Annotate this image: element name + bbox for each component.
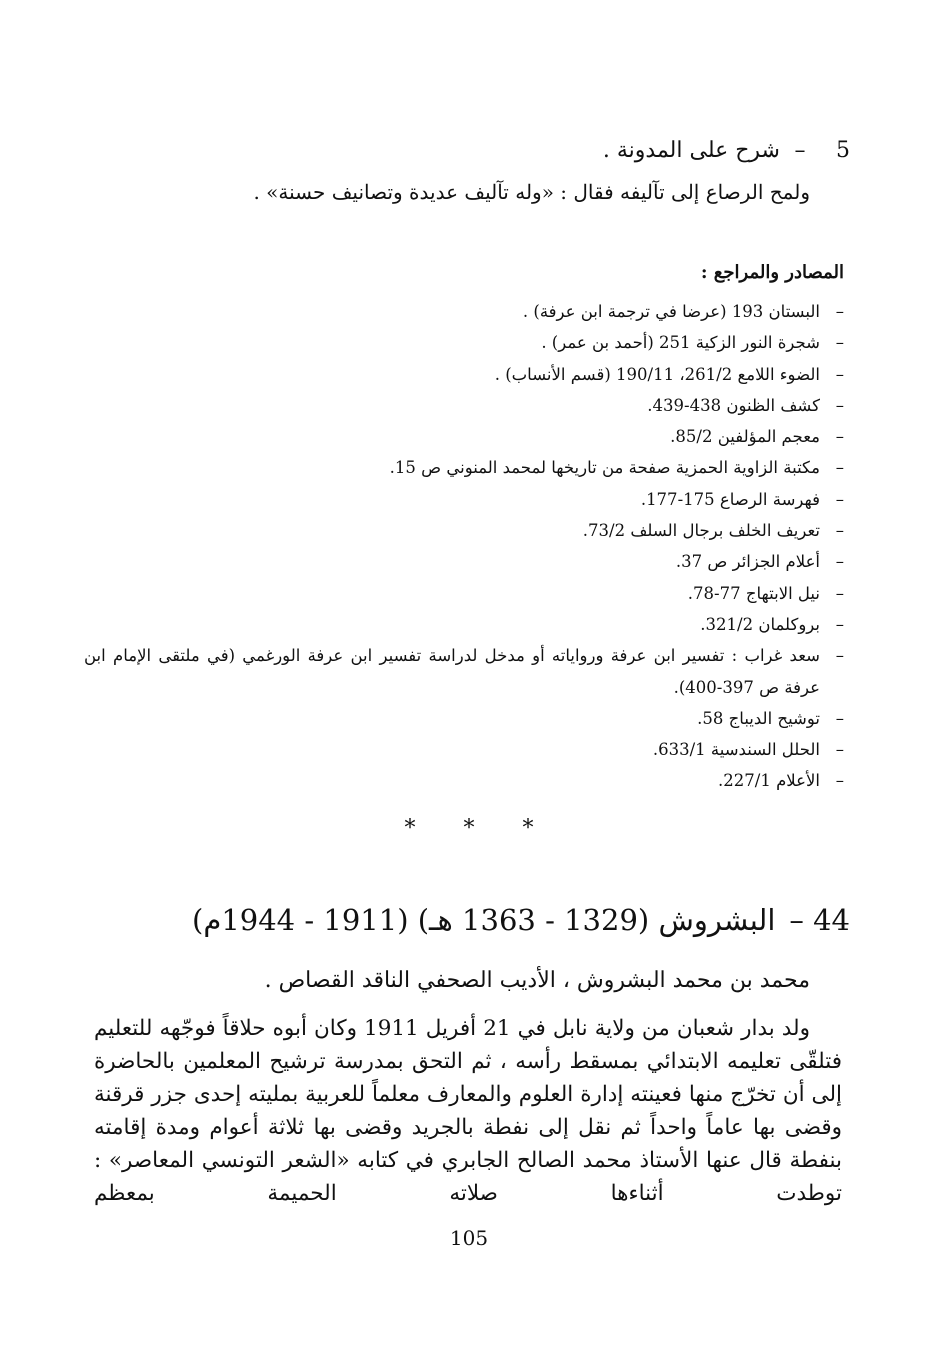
reference-item	[84, 484, 844, 515]
bullet-dash: –	[835, 395, 844, 415]
item-dash: –	[794, 138, 806, 163]
biography-title: البشروش (1329 - 1363 هـ) (1911 - 1944م)	[192, 903, 776, 937]
list-item-5	[603, 138, 850, 163]
reference-item	[84, 640, 844, 703]
bullet-dash: –	[835, 302, 844, 321]
separator-asterisk: *	[404, 816, 416, 841]
biography-number: 44 –	[789, 903, 850, 937]
reference-item	[84, 609, 844, 640]
reference-item	[84, 765, 844, 796]
reference-text: مكتبة الزاوية الحمزية صفحة من تاريخها لمحمد المنوني ص 15.	[389, 458, 820, 478]
reference-item	[84, 703, 844, 734]
biography-subtitle: محمد بن محمد البشروش ، الأديب الصحفي الناقد القصاص .	[264, 968, 810, 993]
reference-item	[84, 296, 844, 327]
reference-item	[84, 421, 844, 452]
biography-heading	[192, 903, 850, 937]
reference-text: تعريف الخلف برجال السلف 73/2.	[582, 521, 820, 541]
bullet-dash: –	[835, 489, 844, 509]
reference-item	[84, 452, 844, 483]
separator-asterisk: *	[463, 816, 475, 841]
bullet-dash: –	[835, 521, 844, 541]
reference-item	[84, 327, 844, 358]
bullet-dash: –	[835, 427, 844, 447]
item-text: شرح على المدونة .	[602, 138, 780, 163]
reference-text: الأعلام 227/1.	[718, 771, 820, 791]
bullet-dash: –	[835, 740, 844, 760]
bullet-dash: –	[835, 552, 844, 572]
reference-text: فهرسة الرصاع 175-177.	[640, 489, 820, 509]
reference-text: سعد غراب : تفسير ابن عرفة ورواياته أو مدخل لدراسة تفسير ابن عرفة الورغمي (في ملتقى الإمام ابن عرفة ص 397-400).	[84, 646, 820, 697]
reference-text: كشف الظنون 438-439.	[647, 395, 820, 415]
reference-item	[84, 546, 844, 577]
reference-text: توشيح الديباج 58.	[697, 708, 820, 728]
reference-text: البستان 193 (عرضا في ترجمة ابن عرفة) .	[522, 302, 820, 321]
bullet-dash: –	[835, 333, 844, 353]
bullet-dash: –	[835, 583, 844, 603]
reference-text: شجرة النور الزكية 251 (أحمد بن عمر) .	[541, 333, 820, 353]
biography-paragraph: ولد بدار شعبان من ولاية نابل في 21 أفريل 1911 وكان أبوه حلاقاً فوجّهه للتعليم فتلقّى تعليمه الابتدائي بمسقط رأسه ، ثم التحق بمدرسة ترشيح المعلمين بالحاضرة إلى أن تخرّج منها فعينته إدارة العلوم والمعارف معلماً للعربية بمليته إحدى جزر قرقنة وقضى بها عاماً واحداً ثم نقل إلى نفطة بالجريد وقضى بها ثلاثة أعوام ومدة إقامته بنفطة قال عنها الأستاذ محمد الصالح الجابري في كتابه «الشعر التونسي المعاصر» : توطدت أثناءها صلاته الحميمة بمعظم	[94, 1016, 842, 1206]
reference-item	[84, 359, 844, 390]
bullet-dash: –	[835, 646, 844, 666]
reference-text: معجم المؤلفين 85/2.	[670, 427, 820, 447]
reference-text: بروكلمان 321/2.	[700, 614, 820, 634]
bullet-dash: –	[835, 708, 844, 728]
reference-text: الحلل السندسية 633/1.	[652, 740, 820, 760]
reference-text: نيل الابتهاج 77-78.	[687, 583, 820, 603]
reference-item	[84, 578, 844, 609]
reference-item	[84, 515, 844, 546]
bullet-dash: –	[835, 614, 844, 634]
bullet-dash: –	[835, 458, 844, 478]
bullet-dash: –	[835, 771, 844, 791]
page-number: 105	[449, 1226, 489, 1250]
reference-item	[84, 734, 844, 765]
references-list	[84, 296, 844, 797]
reference-text: أعلام الجزائر ص 37.	[675, 552, 820, 572]
references-heading: المصادر والمراجع :	[700, 262, 844, 283]
bullet-dash: –	[835, 364, 844, 384]
reference-text: الضوء اللامع 261/2، 190/11 (قسم الأنساب) .	[494, 364, 820, 384]
section-separator	[0, 816, 938, 841]
separator-asterisk: *	[522, 816, 534, 841]
note-paragraph: ولمح الرصاع إلى تآليفه فقال : «وله تآليف عديدة وتصانيف حسنة» .	[253, 180, 810, 204]
reference-item	[84, 390, 844, 421]
item-number: 5	[836, 138, 850, 163]
